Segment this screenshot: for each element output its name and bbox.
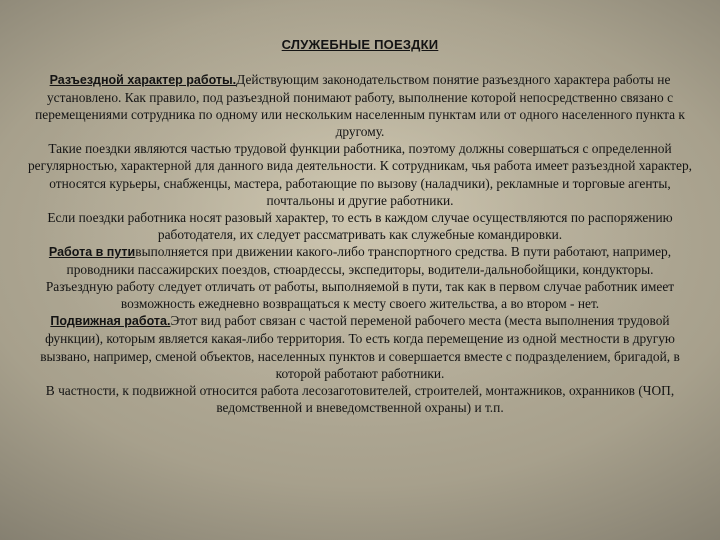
paragraph-trips-part-of-function: [22, 140, 698, 208]
paragraph-text: Разъездную работу следует отличать от работы, выполняемой в пути, так как в первом случае работник имеет возможность ежедневно возвращаться к месту своего жительства, а во втором - нет.: [45, 279, 675, 312]
paragraph-text: Такие поездки являются частью трудовой функции работника, поэтому должны совершаться с определенной регулярностью, характерной для данного вида деятельности. К сотрудникам, чья работа имеет разъездной характер, относятся курьеры, снабженцы, мастера, работающие по вызову (наладчики), рекламные и торговые агенты, почтальоны и другие работники.: [27, 141, 693, 208]
paragraph-business-trips: [22, 209, 698, 243]
paragraph-text: Действующим законодательством понятие разъездного характера работы не установлено. Как правило, под разъездной понимают работу, выполнение которой непосредственно связано с перемещениями сотрудника по одному или нескольким населенным пунктам или от одного населенного пункта к другому.: [35, 72, 685, 140]
paragraph-text: Этот вид работ связан с частой переменой рабочего места (места выполнения трудовой функции), которым является какая-либо территория. То есть когда перемещение из одной местности в другую вызвано, например, сменой объектов, населенных пунктов и совершается вместе с подразделением, бригадой, в которой работают работники.: [40, 313, 680, 381]
body-text: [22, 71, 698, 416]
paragraph-mobile-work: [22, 312, 698, 381]
paragraph-mobile-examples: [22, 382, 698, 416]
paragraph-distinction: [22, 278, 698, 312]
paragraph-traveling-work: [22, 71, 698, 140]
term-work-on-the-road: Работа в пути: [48, 244, 136, 259]
paragraph-text: В частности, к подвижной относится работа лесозаготовителей, строителей, монтажников, охранников (ЧОП, ведомственной и вневедомственной охраны) и т.п.: [45, 382, 675, 415]
term-traveling-work: Разъездной характер работы.: [49, 73, 237, 87]
paragraph-text: выполняется при движении какого-либо транспортного средства. В пути работают, например, проводники пассажирских поездов, стюардессы, экспедиторы, водители-дальнобойщики, кондукторы.: [66, 243, 672, 278]
paragraph-work-on-the-road: [22, 243, 698, 278]
page-title: СЛУЖЕБНЫЕ ПОЕЗДКИ: [281, 37, 439, 52]
paragraph-text: Если поездки работника носят разовый характер, то есть в каждом случае осуществляются по распоряжению работодателя, их следует рассматривать как служебные командировки.: [47, 209, 673, 242]
term-mobile-work: Подвижная работа.: [50, 314, 171, 329]
